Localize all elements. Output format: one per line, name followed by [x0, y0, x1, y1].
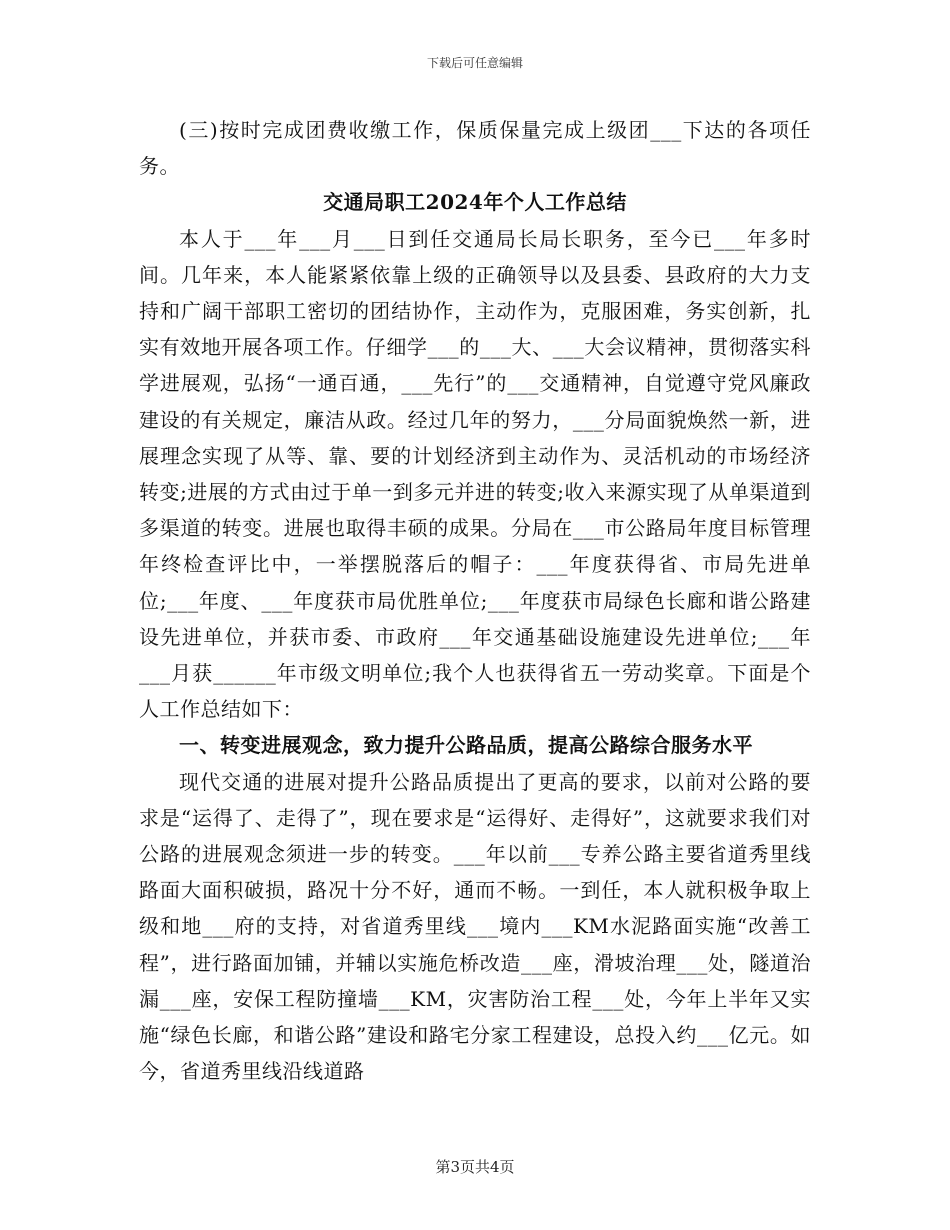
page-number: 第3页共4页 [435, 1158, 515, 1176]
document-title: 交通局职工2024年个人工作总结 [323, 190, 627, 215]
header-note: 下载后可任意编辑 [426, 56, 523, 70]
document-body [139, 112, 811, 1089]
paragraph-intro: 本人于___年___月___日到任交通局长局长职务，至今已___年多时间。几年来，本人能紧紧依靠上级的正确领导以及县委、县政府的大力支持和广阔干部职工密切的团结协作，主动作为，克服困难，务实创新，扎实有效地开展各项工作。仔细学___的___大、___大会议精神，贯彻落实科学进展观，弘扬“一通百通，___先行”的___交通精神，自觉遵守党风廉政建设的有关规定，廉洁从政。经过几年的努力，___分局面貌焕然一新，进展理念实现了从等、靠、要的计划经济到主动作为、灵活机动的市场经济转变;进展的方式由过于单一到多元并进的转变;收入来源实现了从单渠道到多渠道的转变。进展也取得丰硕的成果。分局在___市公路局年度目标管理年终检查评比中，一举摆脱落后的帽子：___年度获得省、市局先进单位;___年度、___年度获市局优胜单位;___年度获市局绿色长廊和谐公路建设先进单位，并获市委、市政府___年交通基础设施建设先进单位;___年___月获______年市级文明单位;我个人也获得省五一劳动奖章。下面是个人工作总结如下： [139, 226, 811, 722]
paragraph-section-body: 现代交通的进展对提升公路品质提出了更高的要求，以前对公路的要求是“运得了、走得了”，现在要求是“运得好、走得好”，这就要求我们对公路的进展观念须进一步的转变。___年以前___专养公路主要省道秀里线路面大面积破损，路况十分不好，通而不畅。一到任，本人就积极争取上级和地___府的支持，对省道秀里线___境内___KM水泥路面实施“改善工程”，进行路面加铺，并辅以实施危桥改造___座，滑坡治理___处，隧道治漏___座，安保工程防撞墙___KM，灾害防治工程___处，今年上半年又实施“绿色长廊，和谐公路”建设和路宅分家工程建设，总投入约___亿元。如今，省道秀里线沿线道路 [139, 769, 811, 1084]
paragraph-task-item: (三)按时完成团费收缴工作，保质保量完成上级团___下达的各项任务。 [139, 118, 811, 179]
section-heading: 一、转变进展观念，致力提升公路品质，提高公路综合服务水平 [179, 733, 753, 758]
